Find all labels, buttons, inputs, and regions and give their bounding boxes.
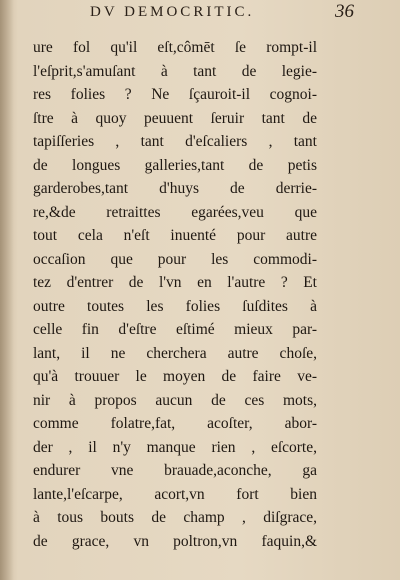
text-line: garderobes,tant d'huys de derrie- (33, 180, 317, 197)
page-number: 36 (335, 1, 354, 22)
text-line: tapiſſeries , tant d'eſcaliers , tant (33, 133, 317, 150)
text-line: tout cela n'eſt inuenté pour autre (33, 227, 317, 244)
text-line: outre toutes les folies ſuſdites à (33, 297, 317, 315)
text-line: lante,l'eſcarpe, acort,vn fort bien (33, 485, 317, 503)
text-line: à tous bouts de champ , diſgrace, (33, 509, 317, 526)
text-line: ure fol qu'il eſt,cômēt ſe rompt-il (33, 39, 317, 56)
text-line: nir à propos aucun de ces mots, (33, 391, 317, 409)
text-line: tez d'entrer de l'vn en l'autre ? Et (33, 274, 317, 291)
text-line: lant, il ne cherchera autre choſe, (33, 344, 317, 362)
text-line: celle fin d'eſtre eſtimé mieux par- (33, 321, 317, 338)
text-line: comme folatre,fat, acoſter, abor- (33, 415, 317, 432)
running-title: DV DEMOCRITIC. (90, 4, 255, 20)
text-line: re,&de retraittes egarées,veu que (33, 203, 317, 221)
text-line: endurer vne brauade,aconche, ga (33, 462, 317, 479)
text-line: occaſion que pour les commodi- (33, 250, 317, 268)
running-head (0, 0, 400, 36)
text-line: qu'à trouuer le moyen de faire ve- (33, 368, 317, 385)
text-line: de longues galleries,tant de petis (33, 156, 317, 174)
text-line: l'eſprit,s'amuſant à tant de legie- (33, 62, 317, 80)
gutter-shadow (0, 0, 14, 580)
text-line: der , il n'y manque rien , eſcorte, (33, 438, 317, 456)
body-text (33, 36, 317, 553)
text-line: ſtre à quoy peuuent ſeruir tant de (33, 109, 317, 127)
text-line: res folies ? Ne ſçauroit-il cognoi- (33, 86, 317, 103)
text-line: de grace, vn poltron,vn faquin,& (33, 532, 317, 550)
